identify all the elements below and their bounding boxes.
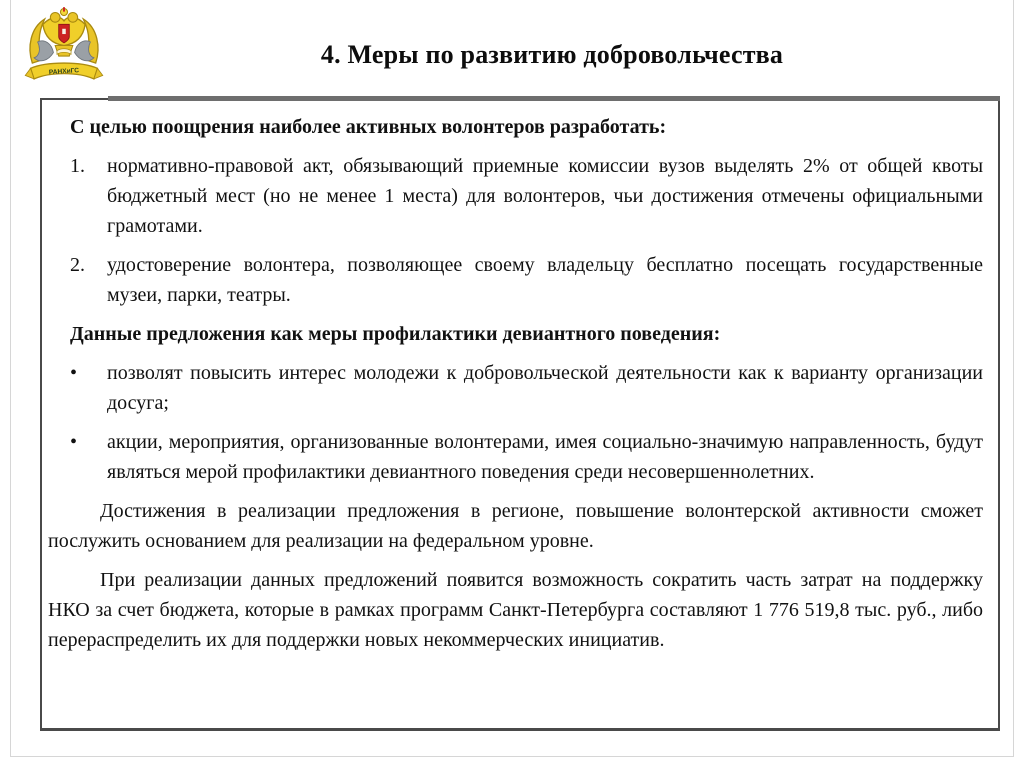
bullet-item-1	[48, 358, 983, 418]
numbered-item-2-text: удостоверение волонтера, позволяющее своему владельцу бесплатно посещать государственные музеи, парки, театры.	[107, 254, 983, 306]
numbered-item-1-marker: 1.	[70, 155, 85, 177]
bullet-item-1-text: позволят повысить интерес молодежи к добровольческой деятельности как к варианту организации досуга;	[107, 362, 983, 414]
box-top-accent-line	[108, 96, 1000, 101]
numbered-item-1	[48, 151, 983, 241]
eagle-head-left	[50, 12, 60, 22]
ranepa-emblem-logo	[20, 5, 108, 93]
bullet-item-2-text: акции, мероприятия, организованные волонтерами, имея социально-значимую направленность, будут являться мерой профилактики девиантного поведения среди несовершеннолетних.	[107, 431, 983, 483]
slide-title: 4. Меры по развитию добровольчества	[320, 40, 784, 69]
content-box	[40, 98, 1000, 731]
crown-jewel	[63, 7, 65, 11]
eagle-head-right	[68, 12, 78, 22]
bullet-item-2	[48, 427, 983, 487]
bullet-item-1-marker: •	[70, 362, 78, 384]
paragraph-budget: При реализации данных предложений появится возможность сократить часть затрат на поддержку НКО за счет бюджета, которые в рамках программ Санкт-Петербурга составляют 1 776 519,8 тыс. руб., либо перераспределить их для поддержки новых некоммерческих инициатив.	[48, 569, 983, 651]
numbered-item-2	[48, 250, 983, 310]
intro-heading: С целью поощрения наиболее активных волонтеров разработать:	[70, 116, 667, 138]
shield-emblem	[62, 29, 66, 34]
ribbon-text: РАНХиГС	[48, 67, 80, 77]
paragraph-achievements: Достижения в реализации предложения в регионе, повышение волонтерской активности сможет послужить основанием для реализации на федеральном уровне.	[48, 500, 983, 552]
middle-heading: Данные предложения как меры профилактики девиантного поведения:	[70, 323, 721, 345]
numbered-item-2-marker: 2.	[70, 254, 85, 276]
bullet-item-2-marker: •	[70, 431, 78, 453]
numbered-item-1-text: нормативно-правовой акт, обязывающий приемные комиссии вузов выделять 2% от общей квоты бюджетный мест (но не менее 1 места) для волонтеров, чьи достижения отмечены официальными грамотами.	[107, 155, 983, 237]
